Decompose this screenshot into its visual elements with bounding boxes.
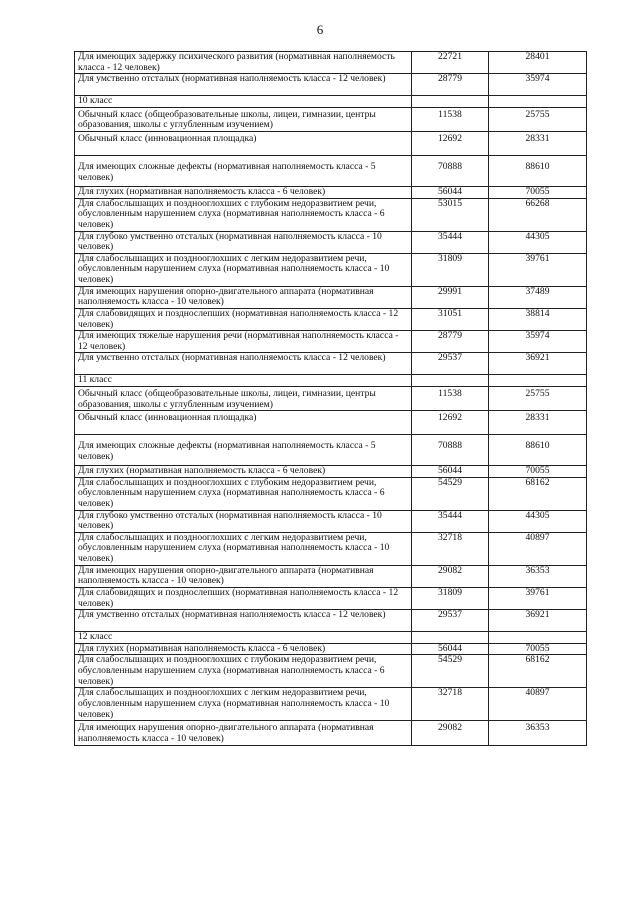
row-value-1-cell: 32718: [412, 532, 489, 565]
row-value-1-cell: 31051: [412, 308, 489, 330]
row-value-1-cell: 35444: [412, 510, 489, 532]
row-value-1-cell: 32718: [412, 688, 489, 721]
row-value-2-cell: [489, 96, 587, 108]
table-row: [75, 721, 587, 745]
table-row: [75, 386, 587, 410]
table-row: [75, 532, 587, 565]
row-value-2-cell: 25755: [489, 107, 587, 131]
row-label-cell: Для глубоко умственно отсталых (нормативная наполняемость класса - 10 человек): [75, 231, 412, 253]
table-row: [75, 96, 587, 108]
row-value-1-cell: [412, 96, 489, 108]
table-row: [75, 131, 587, 155]
row-value-1-cell: 29082: [412, 565, 489, 587]
table-row: [75, 353, 587, 375]
row-value-1-cell: 56044: [412, 466, 489, 478]
row-label-cell: Для имеющих нарушения опорно-двигательного аппарата (нормативная наполняемость класса - 10 человек): [75, 721, 412, 745]
row-value-1-cell: 22721: [412, 52, 489, 74]
table-row: [75, 510, 587, 532]
row-value-2-cell: 68162: [489, 655, 587, 688]
table-row: [75, 52, 587, 74]
row-value-1-cell: 29537: [412, 610, 489, 632]
table-row: [75, 588, 587, 610]
row-label-cell: Для имеющих сложные дефекты (нормативная наполняемость класса - 5 человек): [75, 155, 412, 186]
row-label-cell: Обычный класс (общеобразовательные школы, лицеи, гимназии, центры образования, школы с углубленным изучением): [75, 107, 412, 131]
row-value-2-cell: 40897: [489, 688, 587, 721]
row-value-2-cell: 66268: [489, 198, 587, 231]
row-value-2-cell: 36353: [489, 721, 587, 745]
row-label-cell: Для умственно отсталых (нормативная наполняемость класса - 12 человек): [75, 353, 412, 375]
table-row: [75, 688, 587, 721]
row-value-2-cell: 25755: [489, 386, 587, 410]
row-value-2-cell: 28331: [489, 131, 587, 155]
table-row: [75, 435, 587, 466]
row-value-1-cell: 54529: [412, 477, 489, 510]
row-value-2-cell: 36921: [489, 610, 587, 632]
row-value-1-cell: 29082: [412, 721, 489, 745]
row-value-1-cell: 56044: [412, 186, 489, 198]
row-label-cell: Для слабослышащих и позднооглохших с легким недоразвитием речи, обусловленным нарушением слуха (нормативная наполняемость класса - 10 человек): [75, 532, 412, 565]
table-row: [75, 375, 587, 387]
row-value-2-cell: [489, 375, 587, 387]
table-row: [75, 186, 587, 198]
row-value-1-cell: 70888: [412, 435, 489, 466]
row-value-2-cell: [489, 632, 587, 644]
row-value-1-cell: 53015: [412, 198, 489, 231]
row-value-1-cell: 29537: [412, 353, 489, 375]
row-value-1-cell: 28779: [412, 331, 489, 353]
row-label-cell: Для умственно отсталых (нормативная наполняемость класса - 12 человек): [75, 610, 412, 632]
table-row: [75, 466, 587, 478]
row-value-2-cell: 39761: [489, 588, 587, 610]
table-row: [75, 308, 587, 330]
table-row: [75, 632, 587, 644]
table-row: [75, 253, 587, 286]
row-value-1-cell: 12692: [412, 131, 489, 155]
row-value-2-cell: 88610: [489, 435, 587, 466]
row-value-2-cell: 40897: [489, 532, 587, 565]
row-label-cell: Обычный класс (общеобразовательные школы, лицеи, гимназии, центры образования, школы с углубленным изучением): [75, 386, 412, 410]
row-value-2-cell: 88610: [489, 155, 587, 186]
row-label-cell: Для слабовидящих и позднослепших (нормативная наполняемость класса - 12 человек): [75, 308, 412, 330]
row-label-cell: Для слабослышащих и позднооглохших с глубоким недоразвитием речи, обусловленным нарушением слуха (нормативная наполняемость класса - 6 человек): [75, 655, 412, 688]
row-value-2-cell: 70055: [489, 643, 587, 655]
row-label-cell: Для глухих (нормативная наполняемость класса - 6 человек): [75, 466, 412, 478]
table-row: [75, 155, 587, 186]
table-row: [75, 74, 587, 96]
row-value-1-cell: 70888: [412, 155, 489, 186]
row-label-cell: Для слабослышащих и позднооглохших с легким недоразвитием речи, обусловленным нарушением слуха (нормативная наполняемость класса - 10 человек): [75, 253, 412, 286]
row-label-cell: 11 класс: [75, 375, 412, 387]
cost-table: [74, 51, 587, 746]
row-label-cell: Для имеющих сложные дефекты (нормативная наполняемость класса - 5 человек): [75, 435, 412, 466]
page-number: 6: [316, 22, 324, 37]
row-value-2-cell: 35974: [489, 331, 587, 353]
row-value-1-cell: [412, 632, 489, 644]
row-label-cell: Для имеющих нарушения опорно-двигательного аппарата (нормативная наполняемость класса - 10 человек): [75, 286, 412, 308]
row-value-1-cell: 28779: [412, 74, 489, 96]
row-label-cell: Для глухих (нормативная наполняемость класса - 6 человек): [75, 186, 412, 198]
table-row: [75, 331, 587, 353]
row-value-2-cell: 28401: [489, 52, 587, 74]
row-label-cell: Для слабослышащих и позднооглохших с глубоким недоразвитием речи, обусловленным нарушением слуха (нормативная наполняемость класса - 6 человек): [75, 198, 412, 231]
table-row: [75, 643, 587, 655]
table-row: [75, 231, 587, 253]
row-label-cell: Для глухих (нормативная наполняемость класса - 6 человек): [75, 643, 412, 655]
row-label-cell: Для слабовидящих и позднослепших (нормативная наполняемость класса - 12 человек): [75, 588, 412, 610]
row-value-2-cell: 38814: [489, 308, 587, 330]
row-label-cell: 10 класс: [75, 96, 412, 108]
row-label-cell: Обычный класс (инновационная площадка): [75, 131, 412, 155]
row-label-cell: Для умственно отсталых (нормативная наполняемость класса - 12 человек): [75, 74, 412, 96]
row-value-1-cell: 54529: [412, 655, 489, 688]
row-value-1-cell: [412, 375, 489, 387]
row-label-cell: Для глубоко умственно отсталых (нормативная наполняемость класса - 10 человек): [75, 510, 412, 532]
row-value-1-cell: 11538: [412, 386, 489, 410]
row-value-2-cell: 36353: [489, 565, 587, 587]
table-row: [75, 107, 587, 131]
table-row: [75, 198, 587, 231]
table-row: [75, 610, 587, 632]
row-value-1-cell: 31809: [412, 253, 489, 286]
row-value-2-cell: 70055: [489, 466, 587, 478]
table-row: [75, 477, 587, 510]
row-value-2-cell: 28331: [489, 411, 587, 435]
row-label-cell: Для слабослышащих и позднооглохших с легким недоразвитием речи, обусловленным нарушением слуха (нормативная наполняемость класса - 10 человек): [75, 688, 412, 721]
row-value-2-cell: 36921: [489, 353, 587, 375]
table-row: [75, 655, 587, 688]
row-value-2-cell: 70055: [489, 186, 587, 198]
table-row: [75, 565, 587, 587]
row-value-2-cell: 37489: [489, 286, 587, 308]
row-value-1-cell: 11538: [412, 107, 489, 131]
row-label-cell: Обычный класс (инновационная площадка): [75, 411, 412, 435]
row-value-2-cell: 35974: [489, 74, 587, 96]
row-label-cell: Для слабослышащих и позднооглохших с глубоким недоразвитием речи, обусловленным нарушением слуха (нормативная наполняемость класса - 6 человек): [75, 477, 412, 510]
row-label-cell: Для имеющих нарушения опорно-двигательного аппарата (нормативная наполняемость класса - 10 человек): [75, 565, 412, 587]
row-label-cell: Для имеющих тяжелые нарушения речи (нормативная наполняемость класса - 12 человек): [75, 331, 412, 353]
row-label-cell: Для имеющих задержку психического развития (нормативная наполняемость класса - 12 человек): [75, 52, 412, 74]
row-value-1-cell: 12692: [412, 411, 489, 435]
row-value-2-cell: 44305: [489, 231, 587, 253]
row-value-1-cell: 29991: [412, 286, 489, 308]
row-value-1-cell: 56044: [412, 643, 489, 655]
row-value-2-cell: 44305: [489, 510, 587, 532]
row-label-cell: 12 класс: [75, 632, 412, 644]
row-value-2-cell: 39761: [489, 253, 587, 286]
table-body: [75, 52, 587, 746]
row-value-2-cell: 68162: [489, 477, 587, 510]
row-value-1-cell: 31809: [412, 588, 489, 610]
table-row: [75, 411, 587, 435]
table-row: [75, 286, 587, 308]
row-value-1-cell: 35444: [412, 231, 489, 253]
